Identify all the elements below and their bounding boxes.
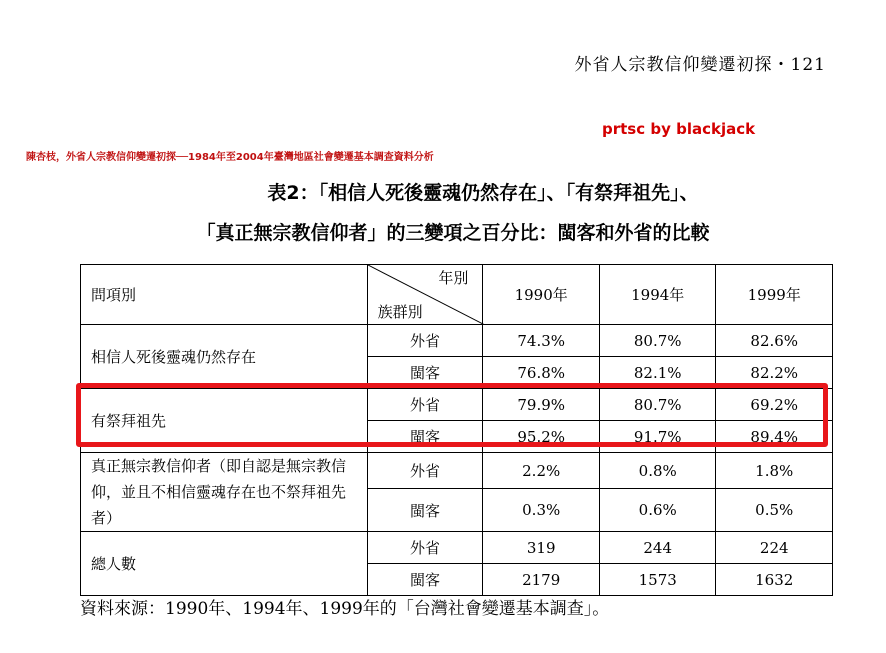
value-cell: 0.8% — [599, 453, 716, 489]
section-label: 總人數 — [81, 532, 368, 596]
diagonal-header-cell — [367, 265, 483, 325]
group-header-label: 族群別 — [377, 303, 423, 321]
value-cell: 1573 — [599, 564, 716, 596]
value-cell: 82.6% — [716, 325, 833, 357]
section-label: 真正無宗教信仰者（即自認是無宗教信仰，並且不相信靈魂存在也不祭拜祖先者） — [81, 453, 368, 532]
value-cell: 95.2% — [483, 421, 600, 453]
value-cell: 74.3% — [483, 325, 600, 357]
section-label: 有祭拜祖先 — [81, 389, 368, 453]
value-cell: 0.6% — [599, 489, 716, 532]
value-cell: 76.8% — [483, 357, 600, 389]
watermark-text: prtsc by blackjack — [602, 120, 756, 138]
comparison-table — [80, 264, 833, 596]
page-header: 外省人宗教信仰變遷初探・121 — [574, 55, 826, 75]
group-cell: 外省 — [367, 389, 483, 421]
group-cell: 外省 — [367, 453, 483, 489]
year-header-label: 年別 — [438, 269, 469, 287]
value-cell: 80.7% — [599, 325, 716, 357]
table-row — [81, 389, 833, 421]
value-cell: 89.4% — [716, 421, 833, 453]
table-title-line1: 表2：「相信人死後靈魂仍然存在」、「有祭拜祖先」、 — [267, 182, 699, 204]
group-cell: 閩客 — [367, 421, 483, 453]
value-cell: 80.7% — [599, 389, 716, 421]
table-row — [81, 532, 833, 564]
value-cell: 319 — [483, 532, 600, 564]
value-cell: 69.2% — [716, 389, 833, 421]
group-cell: 外省 — [367, 325, 483, 357]
value-cell: 244 — [599, 532, 716, 564]
source-note: 資料來源：1990年、1994年、1999年的「台灣社會變遷基本調查」。 — [80, 599, 610, 619]
group-cell: 閩客 — [367, 357, 483, 389]
year-header-1990: 1990年 — [483, 265, 600, 325]
value-cell: 91.7% — [599, 421, 716, 453]
value-cell: 0.3% — [483, 489, 600, 532]
value-cell: 0.5% — [716, 489, 833, 532]
year-header-1994: 1994年 — [599, 265, 716, 325]
value-cell: 2.2% — [483, 453, 600, 489]
running-title: 陳杏枝，外省人宗教信仰變遷初探──1984年至2004年臺灣地區社會變遷基本調查資料分析 — [26, 152, 434, 163]
value-cell: 79.9% — [483, 389, 600, 421]
table-row — [81, 325, 833, 357]
value-cell: 2179 — [483, 564, 600, 596]
table-row — [81, 453, 833, 489]
value-cell: 82.1% — [599, 357, 716, 389]
value-cell: 1.8% — [716, 453, 833, 489]
value-cell: 1632 — [716, 564, 833, 596]
table-header-row — [81, 265, 833, 325]
section-label: 相信人死後靈魂仍然存在 — [81, 325, 368, 389]
group-cell: 外省 — [367, 532, 483, 564]
value-cell: 224 — [716, 532, 833, 564]
group-cell: 閩客 — [367, 564, 483, 596]
group-cell: 閩客 — [367, 489, 483, 532]
item-header: 問項別 — [81, 265, 368, 325]
year-header-1999: 1999年 — [716, 265, 833, 325]
value-cell: 82.2% — [716, 357, 833, 389]
table-title-line2: 「真正無宗教信仰者」的三變項之百分比：閩客和外省的比較 — [196, 222, 710, 244]
